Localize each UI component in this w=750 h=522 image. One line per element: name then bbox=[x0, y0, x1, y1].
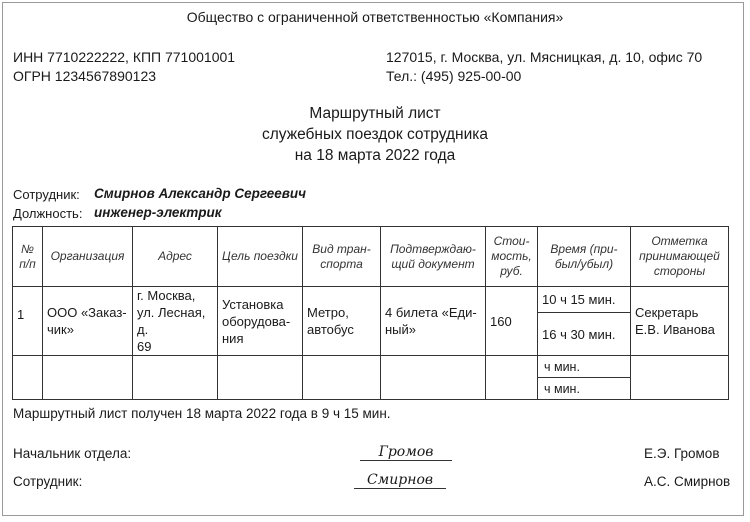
row2-mark bbox=[631, 356, 729, 400]
row1-time-leave: 16 ч 30 мин. bbox=[538, 313, 631, 356]
head-label: Начальник отдела: bbox=[13, 446, 132, 461]
company-phone: Тел.: (495) 925-00-00 bbox=[386, 68, 522, 84]
row2-document bbox=[381, 356, 486, 400]
employee-name: Смирнов Александр Сергеевич bbox=[94, 186, 307, 201]
header-num: № п/п bbox=[13, 227, 43, 287]
row2-time-leave: ч мин. bbox=[538, 378, 631, 400]
head-signature: Громов bbox=[360, 444, 452, 461]
position-label: Должность: bbox=[13, 206, 83, 221]
row2-address bbox=[133, 356, 218, 400]
row2-purpose bbox=[218, 356, 303, 400]
doc-title-line1: Маршрутный лист bbox=[309, 105, 441, 122]
header-mark: Отметка принимающей стороны bbox=[631, 227, 729, 287]
row1-cost: 160 bbox=[486, 287, 538, 356]
header-time: Время (при- был/убыл) bbox=[538, 227, 631, 287]
row1-document: 4 билета «Еди- ный» bbox=[381, 287, 486, 356]
doc-title-line2: служебных поездок сотрудника bbox=[262, 126, 488, 143]
row2-num bbox=[13, 356, 43, 400]
row1-transport: Метро, автобус bbox=[303, 287, 381, 356]
header-org: Организация bbox=[43, 227, 133, 287]
employee-sign-name: А.С. Смирнов bbox=[644, 474, 731, 489]
header-document: Подтверждаю- щий документ bbox=[381, 227, 486, 287]
row2-time-arrive: ч мин. bbox=[538, 356, 631, 378]
table-row bbox=[13, 287, 729, 313]
employee-sign-label: Сотрудник: bbox=[13, 474, 83, 489]
row1-address: г. Москва, ул. Лесная, д. 69 bbox=[133, 287, 218, 356]
row2-transport bbox=[303, 356, 381, 400]
head-name: Е.Э. Громов bbox=[644, 446, 720, 461]
header-address: Адрес bbox=[133, 227, 218, 287]
row1-org: ООО «Заказ- чик» bbox=[43, 287, 133, 356]
doc-title-line3: на 18 марта 2022 года bbox=[294, 147, 456, 164]
route-table bbox=[12, 226, 729, 400]
inn-kpp: ИНН 7710222222, КПП 771001001 bbox=[13, 49, 236, 65]
header-cost: Стои- мость, руб. bbox=[486, 227, 538, 287]
row2-org bbox=[43, 356, 133, 400]
employee-signature: Смирнов bbox=[354, 472, 446, 489]
row1-num: 1 bbox=[13, 287, 43, 356]
company-name: Общество с ограниченной ответственностью «Компания» bbox=[186, 9, 564, 25]
employee-label: Сотрудник: bbox=[13, 187, 80, 202]
row1-mark: Секретарь Е.В. Иванова bbox=[631, 287, 729, 356]
ogrn: ОГРН 1234567890123 bbox=[13, 68, 157, 84]
row2-cost bbox=[486, 356, 538, 400]
company-address: 127015, г. Москва, ул. Мясницкая, д. 10, офис 70 bbox=[386, 49, 703, 65]
row1-purpose: Установка оборудова- ния bbox=[218, 287, 303, 356]
position-value: инженер-электрик bbox=[94, 205, 222, 220]
row1-time-arrive: 10 ч 15 мин. bbox=[538, 287, 631, 313]
header-purpose: Цель поездки bbox=[218, 227, 303, 287]
table-header-row bbox=[13, 227, 729, 287]
received-note: Маршрутный лист получен 18 марта 2022 года в 9 ч 15 мин. bbox=[13, 406, 391, 421]
header-transport: Вид тран- спорта bbox=[303, 227, 381, 287]
table-row bbox=[13, 356, 729, 378]
